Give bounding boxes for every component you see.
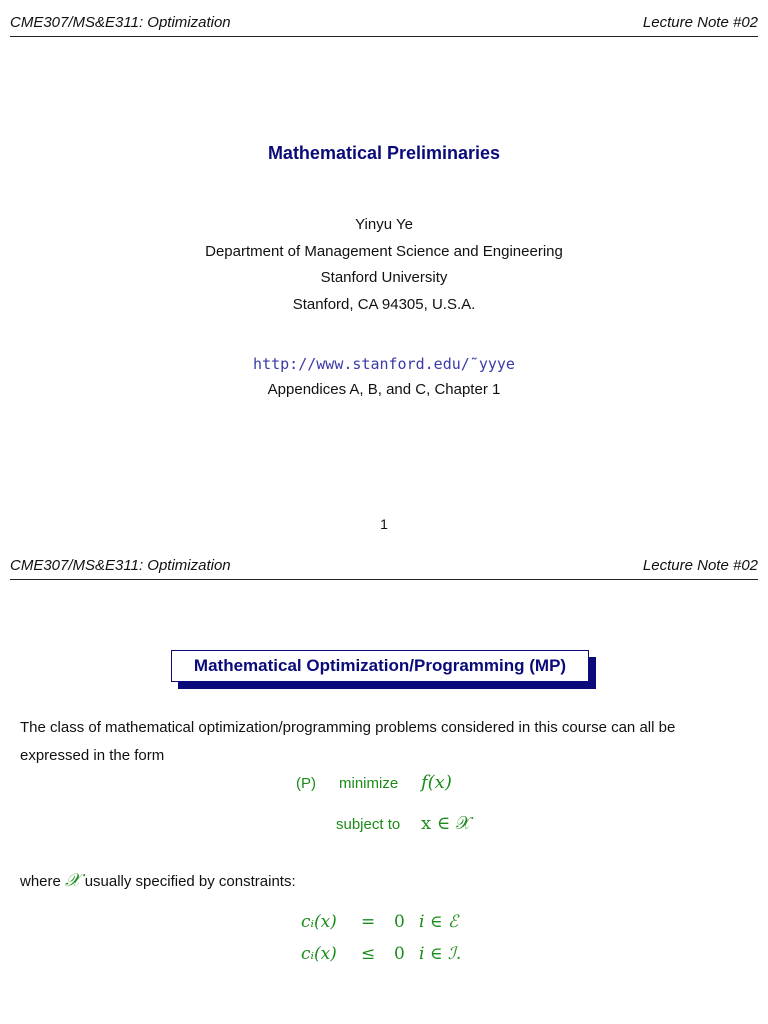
- objective-function: f(x): [421, 772, 452, 793]
- inequality-constraint-rhs: 0: [394, 944, 405, 964]
- problem-label: (P): [296, 775, 316, 792]
- equality-index-set: i ∈ ℰ: [419, 912, 459, 932]
- section-title: Mathematical Optimization/Programming (MP): [171, 650, 589, 682]
- author-block: [0, 212, 768, 318]
- subject-to-label: subject to: [336, 816, 401, 833]
- appendices-reference: Appendices A, B, and C, Chapter 1: [267, 381, 501, 398]
- where-prefix: where: [20, 873, 61, 890]
- author-name: Yinyu Ye: [355, 216, 413, 233]
- lecture-title: Mathematical Preliminaries: [267, 143, 501, 163]
- lecture-note-label: Lecture Note #02: [642, 557, 758, 574]
- inequality-constraint-rel: ≤: [361, 944, 376, 964]
- inequality-index-set: i ∈ ℐ.: [419, 944, 462, 964]
- equality-constraint-lhs: cᵢ(x): [301, 912, 337, 932]
- course-title: CME307/MS&E311: Optimization: [10, 557, 231, 574]
- lecture-note-label: Lecture Note #02: [642, 14, 758, 31]
- equality-constraint-rel: =: [361, 912, 376, 932]
- author-university: Stanford University: [320, 269, 448, 286]
- where-suffix: usually specified by constraints:: [84, 873, 296, 890]
- section-title-box: [171, 650, 589, 682]
- course-title: CME307/MS&E311: Optimization: [10, 14, 231, 31]
- author-department: Department of Management Science and Engineering: [205, 242, 563, 260]
- intro-paragraph: The class of mathematical optimization/programming problems considered in this course can all be expressed in the form: [20, 719, 676, 764]
- where-line: [20, 870, 296, 891]
- homepage-link[interactable]: http://www.stanford.edu/˜yyye: [253, 355, 515, 373]
- minimize-label: minimize: [339, 775, 399, 792]
- author-address: Stanford, CA 94305, U.S.A.: [292, 295, 476, 313]
- page-number: 1: [380, 516, 388, 532]
- slide-header: [10, 12, 758, 37]
- equality-constraint-rhs: 0: [394, 912, 405, 932]
- feasible-set-symbol: 𝒳: [65, 870, 81, 891]
- feasible-set-constraint: x ∈ 𝒳: [421, 813, 472, 834]
- slide-2: [0, 543, 768, 1024]
- slide-header: [10, 555, 758, 580]
- inequality-constraint-lhs: cᵢ(x): [301, 944, 337, 964]
